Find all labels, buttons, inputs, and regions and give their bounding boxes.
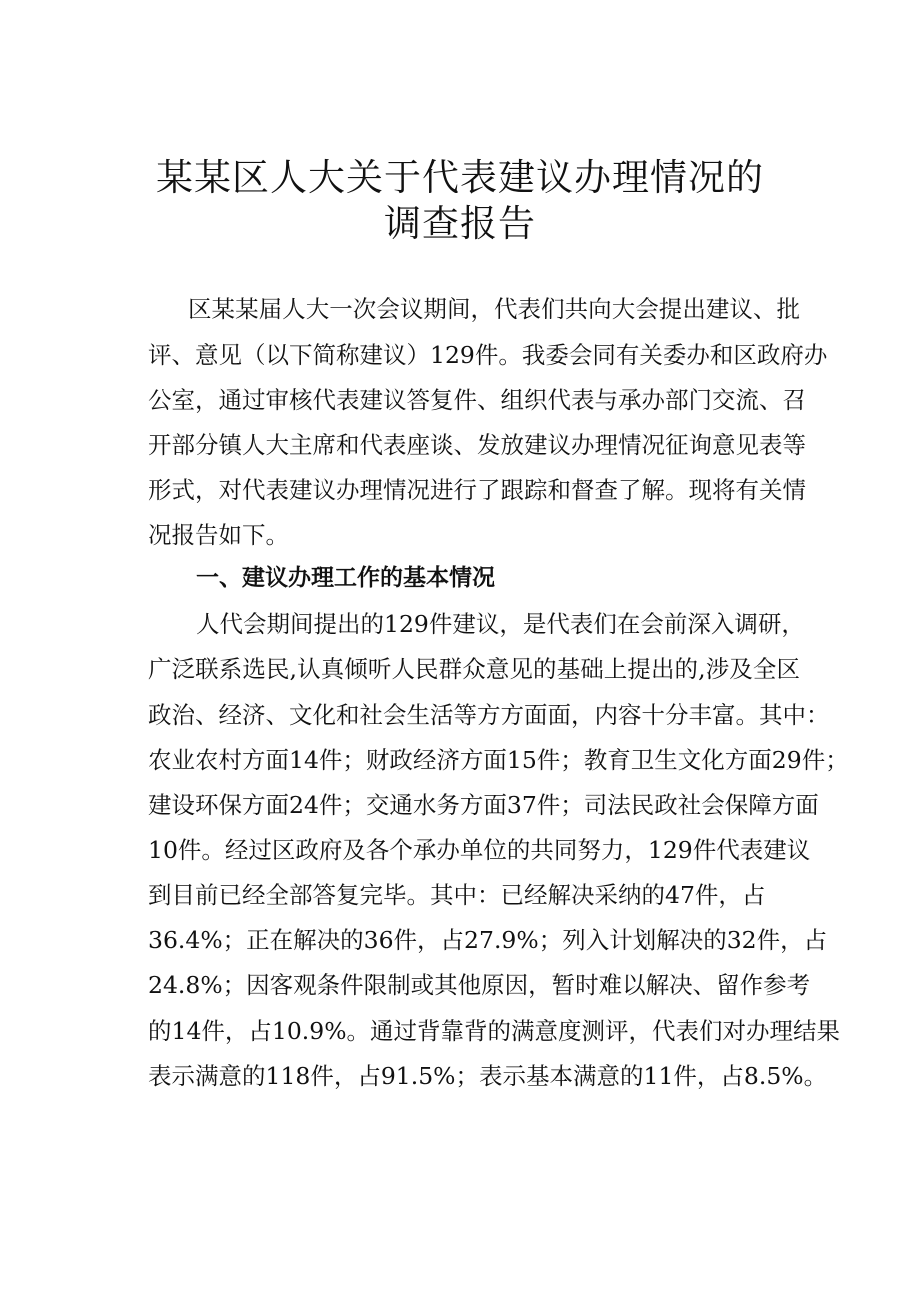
section-1-line-2: 广泛联系选民,认真倾听人民群众意见的基础上提出的,涉及全区 <box>148 655 800 683</box>
section-1-line-8: 36.4%；正在解决的36件，占27.9%；列入计划解决的32件，占 <box>148 926 828 954</box>
intro-line-1: 区某某届人大一次会议期间，代表们共向大会提出建议、批 <box>188 295 800 323</box>
document-title-line-1: 某某区人大关于代表建议办理情况的 <box>156 156 764 199</box>
intro-line-3: 公室，通过审核代表建议答复件、组织代表与承办部门交流、召 <box>148 386 806 414</box>
intro-line-2: 评、意见（以下简称建议）129件。我委会同有关委办和区政府办 <box>148 341 828 369</box>
section-1-line-10: 的14件，占10.9%。通过背靠背的满意度测评，代表们对办理结果 <box>148 1017 841 1045</box>
section-1-line-7: 到目前已经全部答复完毕。其中：已经解决采纳的47件，占 <box>148 881 766 909</box>
document-title-line-2: 调查报告 <box>384 202 536 245</box>
section-1-line-11: 表示满意的118件，占91.5%；表示基本满意的11件，占8.5%。 <box>148 1062 828 1090</box>
section-1-heading: 一、建议办理工作的基本情况 <box>196 565 495 591</box>
intro-line-6: 况报告如下。 <box>148 521 289 549</box>
section-1-line-4: 农业农村方面14件；财政经济方面15件；教育卫生文化方面29件； <box>148 746 849 774</box>
section-1-line-6: 10件。经过区政府及各个承办单位的共同努力，129件代表建议 <box>148 836 811 864</box>
section-1-line-9: 24.8%；因客观条件限制或其他原因，暂时难以解决、留作参考 <box>148 971 811 999</box>
intro-line-4: 开部分镇人大主席和代表座谈、发放建议办理情况征询意见表等 <box>148 431 806 459</box>
section-1-line-1: 人代会期间提出的129件建议，是代表们在会前深入调研， <box>196 610 805 638</box>
intro-line-5: 形式，对代表建议办理情况进行了跟踪和督查了解。现将有关情 <box>148 476 806 504</box>
section-1-line-3: 政治、经济、文化和社会生活等方方面面，内容十分丰富。其中： <box>148 701 830 729</box>
section-1-line-5: 建设环保方面24件；交通水务方面37件；司法民政社会保障方面 <box>148 791 819 819</box>
